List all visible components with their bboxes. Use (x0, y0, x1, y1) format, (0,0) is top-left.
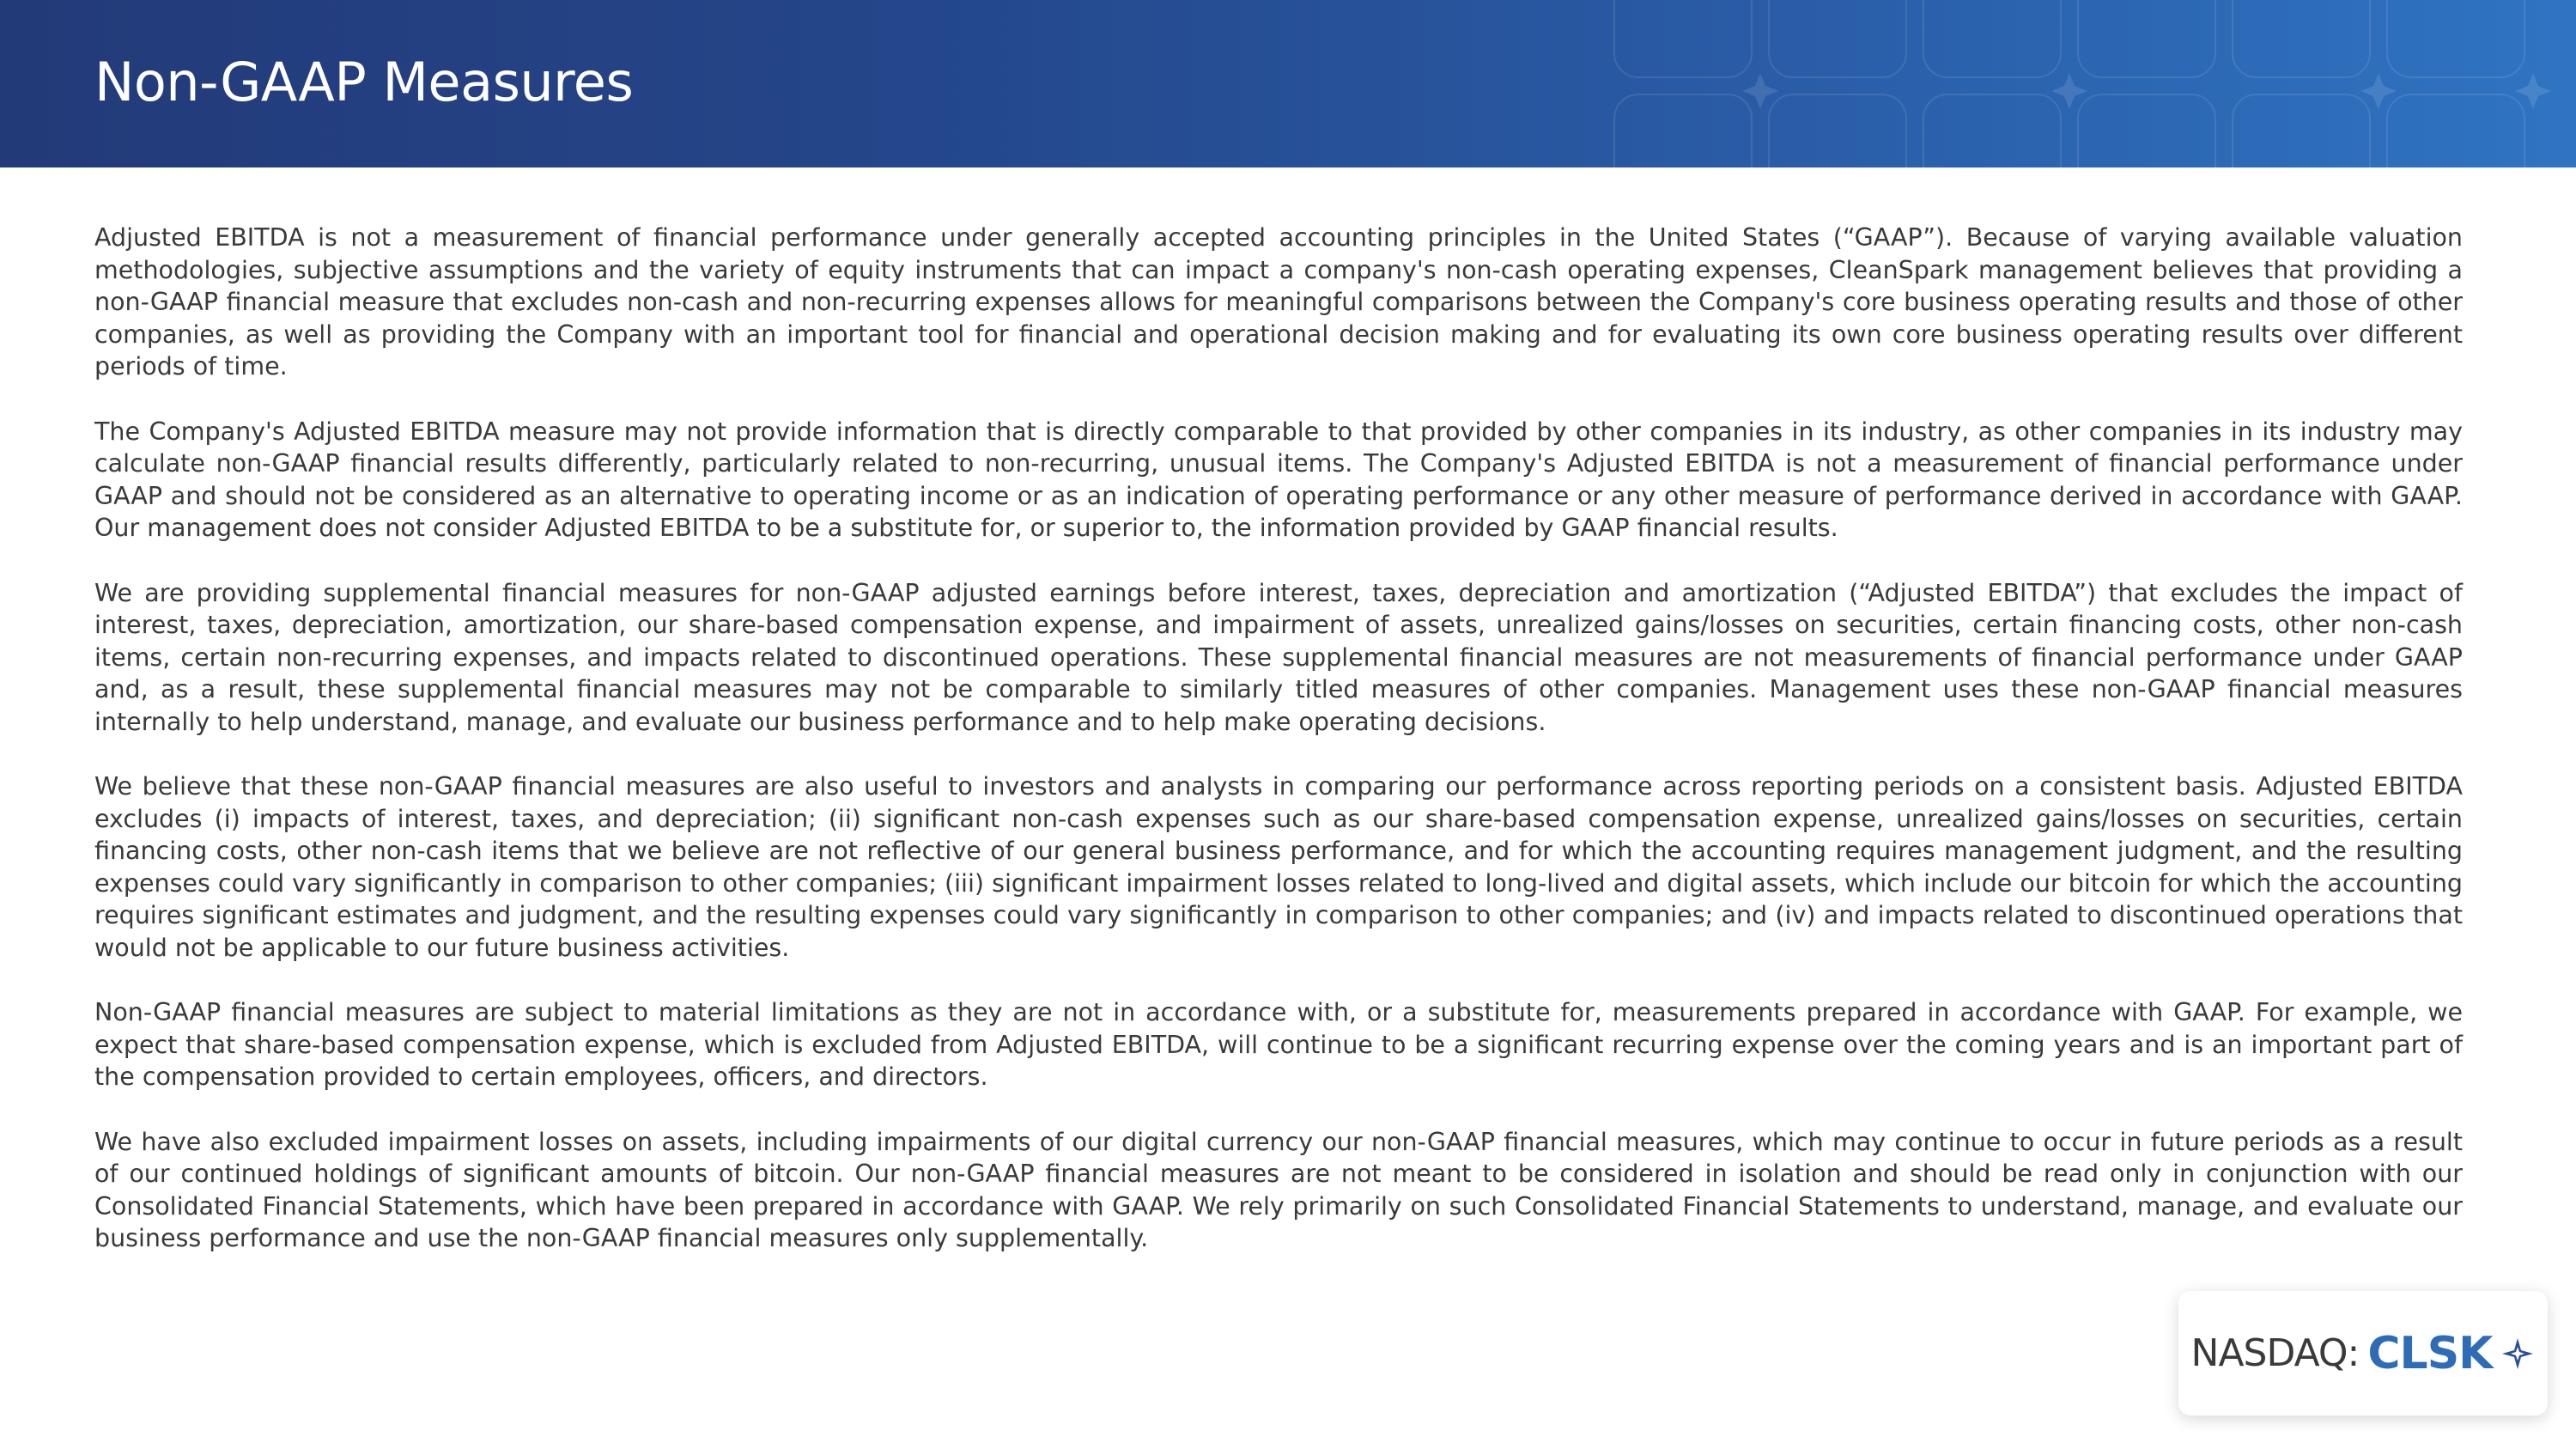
paragraph-limitations: Non-GAAP financial measures are subject to material limitations as they are not in accordance with, or a substitute for, measurements prepared in accordance with GAAP. For example, we expect that share-based compensation expense, which is excluded from Adjusted EBITDA, will continue to be a significant recurring expense over the coming years and is an important part of the compensation provided to certain employees, officers, and directors. (94, 998, 2463, 1092)
paragraph-usefulness: We believe that these non-GAAP financial measures are also useful to investors and analysts in comparing our performance across reporting periods on a consistent basis. Adjusted EBITDA excludes (i) impacts of interest, taxes, and depreciation; (ii) significant non-cash expenses such as our share-based compensation expense, unrealized gains/losses on securities, certain financing costs, other non-cash items that we believe are not reflective of our general business performance, and for which the accounting requires management judgment, and the resulting expenses could vary significantly in comparison to other companies; (iii) significant impairment losses related to long-lived and digital assets, which include our bitcoin for which the accounting requires significant estimates and judgment, and the resulting expenses could vary significantly in comparison to other companies; and (iv) and impacts related to discontinued operations that would not be applicable to our future business activities. (94, 772, 2463, 963)
paragraph-adjusted-ebitda-definition: Adjusted EBITDA is not a measurement of financial performance under generally accepted accounting principles in the United States (“GAAP”). Because of varying available valuation methodologies, subjective assumptions and the variety of equity instruments that can impact a company's non-cash operating expenses, CleanSpark management believes that providing a non-GAAP financial measure that excludes non-cash and non-recurring expenses allows for meaningful comparisons between the Company's core business operating results and those of other companies, as well as providing the Company with an important tool for financial and operational decision making and for evaluating its own core business operating results over different periods of time. (94, 223, 2463, 381)
body-text (94, 222, 2463, 1288)
paragraph-supplemental-measures: We are providing supplemental financial measures for non-GAAP adjusted earnings before interest, taxes, depreciation and amortization (“Adjusted EBITDA”) that excludes the impact of interest, taxes, depreciation, amortization, our share-based compensation expense, and impairment of assets, unrealized gains/losses on securities, certain financing costs, other non-cash items, certain non-recurring expenses, and impacts related to discontinued operations. These supplemental financial measures are not measurements of financial performance under GAAP and, as a result, these supplemental financial measures may not be comparable to similarly titled measures of other companies. Management uses these non-GAAP financial measures internally to help understand, manage, and evaluate our business performance and to help make operating decisions. (94, 578, 2463, 736)
grid-pattern-decoration (1546, 0, 2576, 167)
star-icon (2500, 1336, 2535, 1371)
ticker-symbol: CLSK (2367, 1327, 2493, 1379)
header-banner (0, 0, 2576, 167)
ticker-exchange: NASDAQ: (2190, 1331, 2360, 1375)
ticker-badge (2178, 1291, 2548, 1416)
page-title: Non-GAAP Measures (94, 51, 634, 113)
paragraph-comparability: The Company's Adjusted EBITDA measure may not provide information that is directly comparable to that provided by other companies in its industry, as other companies in its industry may calculate non-GAAP financial results differently, particularly related to non-recurring, unusual items. The Company's Adjusted EBITDA is not a measurement of financial performance under GAAP and should not be considered as an alternative to operating income or as an indication of operating performance or any other measure of performance derived in accordance with GAAP. Our management does not consider Adjusted EBITDA to be a substitute for, or superior to, the information provided by GAAP financial results. (94, 417, 2463, 543)
paragraph-impairment-exclusion: We have also excluded impairment losses on assets, including impairments of our digital currency our non-GAAP financial measures, which may continue to occur in future periods as a result of our continued holdings of significant amounts of bitcoin. Our non-GAAP financial measures are not meant to be considered in isolation and should be read only in conjunction with our Consolidated Financial Statements, which have been prepared in accordance with GAAP. We rely primarily on such Consolidated Financial Statements to understand, manage, and evaluate our business performance and use the non-GAAP financial measures only supplementally. (94, 1127, 2463, 1253)
